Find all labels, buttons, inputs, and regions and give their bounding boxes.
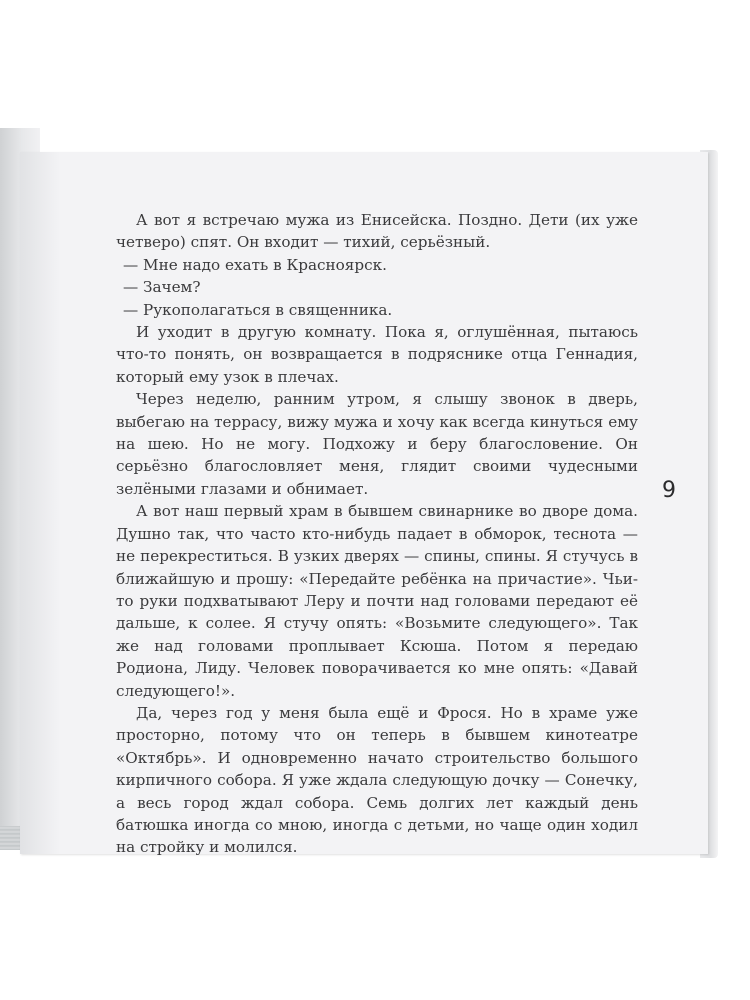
dialog-line: — Рукополагаться в священника. [123, 300, 393, 319]
paragraph: А вот наш первый храм в бывшем свинарнике во дворе дома. Душно так, что часто кто-нибудь падает в обморок, теснота — не перекреститься. В узких дверях — спины, спины. Я стучусь в ближайшую и прошу: «Передайте ребёнка на причастие». Чьи-то руки подхватывают Леру и почти над головами передают её дальше, к солее. Я стучу опять: «Возьмите следующего». Так же над головами проплывает Ксюша. Потом я передаю Родиона, Лиду. Человек поворачивается ко мне опять: «Давай следующего!». [116, 502, 638, 700]
dialog-line: — Мне надо ехать в Красноярск. [123, 255, 387, 274]
paragraph: А вот я встречаю мужа из Енисейска. Поздно. Дети (их уже четверо) спят. Он входит — тихий, серьёзный. [116, 211, 638, 252]
paragraph: Да, через год у меня была ещё и Фрося. Но в храме уже просторно, потому что он теперь в бывшем кинотеатре «Октябрь». И одновременно начато строительство большого кирпичного собора. Я уже ждала следующую дочку — Сонечку, а весь город ждал собора. Семь долгих лет каждый день батюшка иногда со мною, иногда с детьми, но чаще один ходил на стройку и молился. [116, 703, 638, 857]
page-text [116, 209, 638, 859]
dialog-line: — Зачем? [123, 278, 201, 297]
paragraph: И уходит в другую комнату. Пока я, оглушённая, пытаюсь что-то понять, он возвращается в подряснике отца Геннадия, который ему узок в плечах. [116, 323, 638, 386]
page-number: 9 [662, 478, 676, 503]
paragraph: Через неделю, ранним утром, я слышу звонок в дверь, выбегаю на террасу, вижу мужа и хочу как всегда кинуться ему на шею. Но не могу. Подхожу и беру благословение. Он серьёзно благословляет меня, глядит своими чудесными зелёными глазами и обнимает. [116, 390, 638, 498]
